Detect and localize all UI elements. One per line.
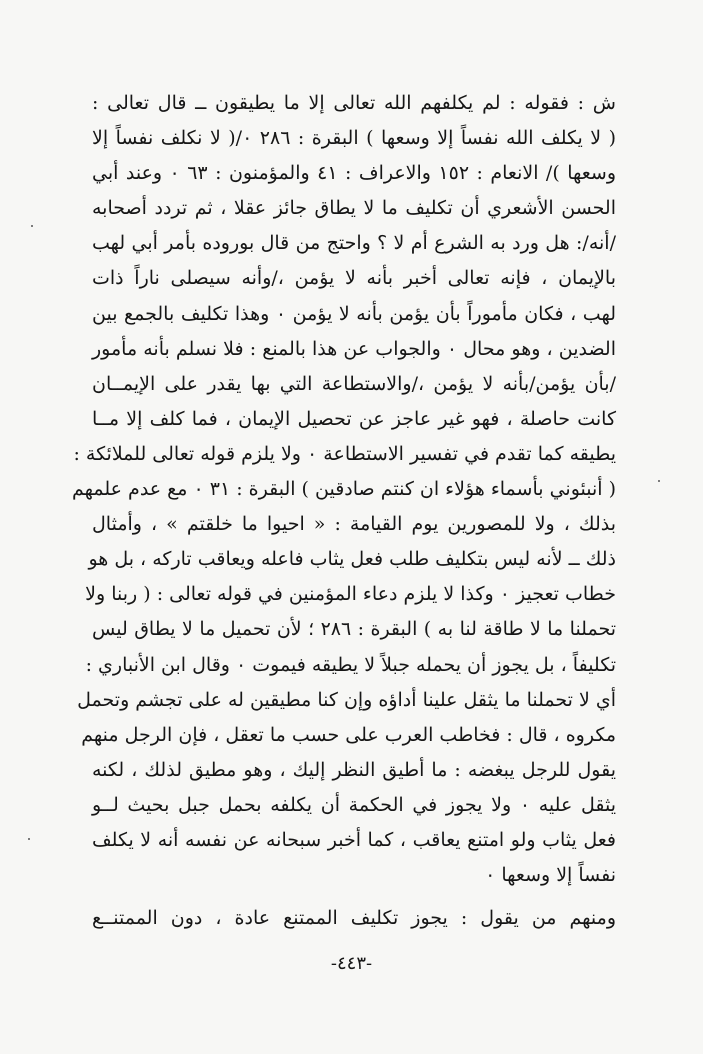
margin-speck	[28, 838, 30, 840]
text-line: بذلك ، ولا للمصورين يوم القيامة : « احيوا ما خلقتم » ، وأمثال	[92, 513, 616, 536]
text-line: أي لا تحملنا ما يثقل علينا أداؤه وإن كنا مطيقين له على تجشم وتحمل	[77, 688, 616, 711]
text-line: تكليفاً ، بل يجوز أن يحمله جبلاً لا يطيقه فيموت ٠ وقال ابن الأنباري :	[85, 653, 616, 676]
text-line: خطاب تعجيز ٠ وكذا لا يلزم دعاء المؤمنين في قوله تعالى : ( ربنا ولا	[85, 583, 616, 606]
text-line: ( أنبئوني بأسماء هؤلاء ان كنتم صادقين ) البقرة : ٣١ ٠ مع عدم علمهم	[72, 478, 616, 501]
text-line: تحملنا ما لا طاقة لنا به ) البقرة : ٢٨٦ ؛ لأن تحميل ما لا يطاق ليس	[92, 618, 617, 641]
body-text	[72, 86, 617, 936]
text-line: ( لا يكلف الله نفساً إلا وسعها ) البقرة : ٢٨٦ ٠/( لا نكلف نفساً إلا	[92, 127, 616, 150]
text-line: يقول للرجل يبغضه : ما أطيق النظر إليك ، وهو مطيق لذلك ، لكنه	[92, 758, 616, 781]
text-line: وسعها )/ الانعام : ١٥٢ والاعراف : ٤١ والمؤمنون : ٦٣ ٠ وعند أبي	[92, 162, 617, 185]
text-line: ذلك ــ لأنه ليس بتكليف طلب فعل يثاب فاعله ويعاقب تاركه ، بل هو	[88, 548, 616, 571]
margin-speck	[31, 225, 33, 227]
text-line: ش : فقوله : لم يكلفهم الله تعالى إلا ما يطيقون ــ قال تعالى :	[92, 92, 616, 114]
text-line: لهب ، فكان مأموراً بأن يؤمن بأنه لا يؤمن ٠ وهذا تكليف بالجمع بين	[92, 302, 616, 325]
text-line: /بأن يؤمن/بأنه لا يؤمن ،/والاستطاعة التي بها يقدر على الإيمــان	[92, 372, 616, 395]
text-line: يطيقه كما تقدم في تفسير الاستطاعة ٠ ولا يلزم قوله تعالى للملائكة :	[73, 442, 616, 465]
text-line: يثقل عليه ٠ ولا يجوز في الحكمة أن يكلفه بحمل جبل بحيث لــو	[92, 793, 616, 816]
text-line: بالإيمان ، فإنه تعالى أخبر بأنه لا يؤمن ،/وأنه سيصلى ناراً ذات	[92, 267, 616, 290]
text-line: الضدين ، وهو محال ٠ والجواب عن هذا بالمنع : فلا نسلم بأنه مأمور	[92, 337, 616, 360]
text-line: فعل يثاب ولو امتنع يعاقب ، كما أخبر سبحانه عن نفسه أنه لا يكلف	[92, 828, 616, 851]
text-line: الحسن الأشعري أن تكليف ما لا يطاق جائز عقلا ، ثم تردد أصحابه	[92, 197, 616, 220]
text-line: نفساً إلا وسعها ٠	[485, 864, 616, 887]
margin-speck	[658, 480, 660, 482]
text-line: كانت حاصلة ، فهو غير عاجز عن تحصيل الإيمان ، فما كلف إلا مــا	[92, 407, 616, 430]
text-line: /أنه/: هل ورد به الشرع أم لا ؟ واحتج من قال بوروده بأمر أبي لهب	[92, 232, 616, 255]
paragraph-start-line: ومنهم من يقول : يجوز تكليف الممتنع عادة ، دون الممتنــع	[92, 907, 616, 930]
page-number: -٤٤٣-	[330, 953, 373, 974]
text-line: مكروه ، قال : فخاطب العرب على حسب ما تعقل ، فإن الرجل منهم	[81, 723, 616, 746]
